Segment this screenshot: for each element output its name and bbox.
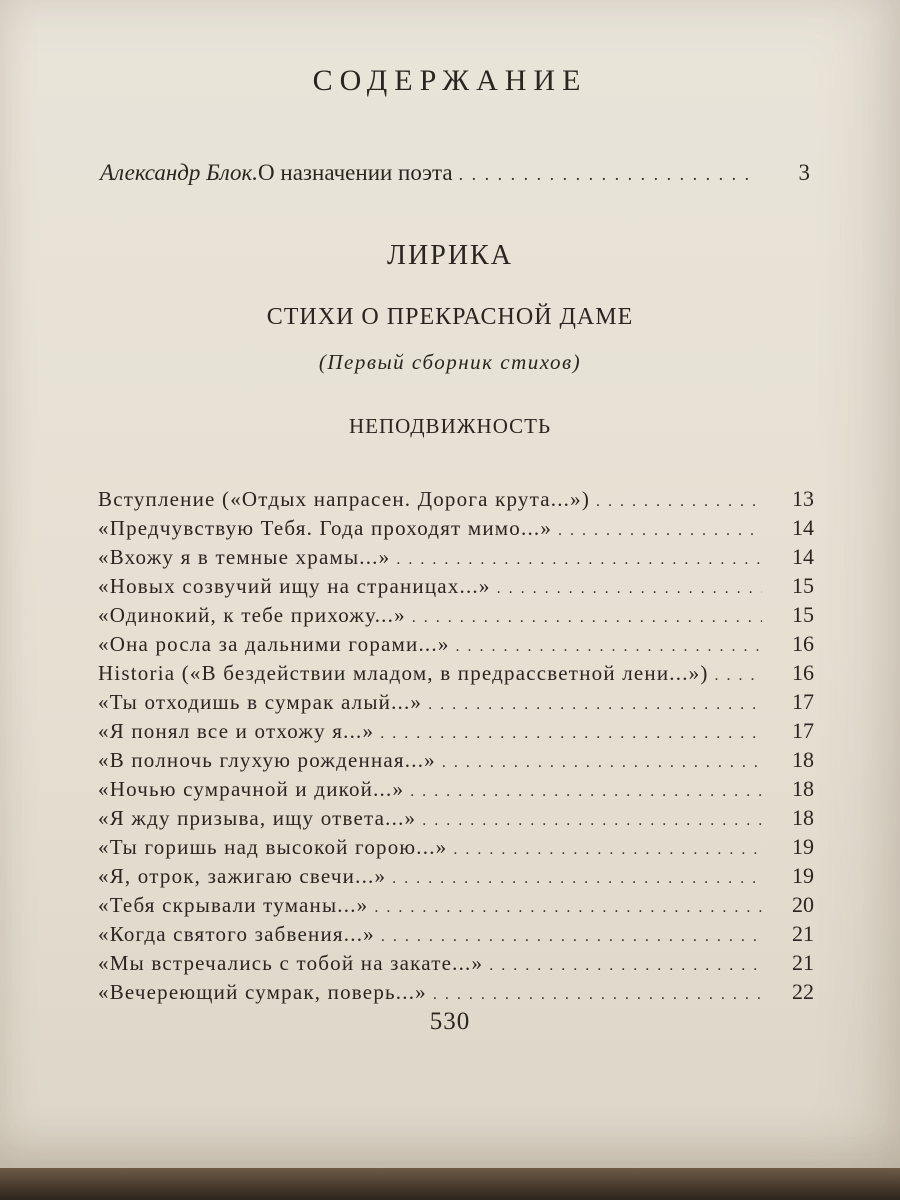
toc-entry-page: 16 (792, 660, 814, 685)
toc-entry-page: 18 (792, 747, 814, 772)
toc-entry-page: 20 (792, 892, 814, 917)
toc-entry-title: «Ты отходишь в сумрак алый...» (98, 690, 423, 714)
toc-entry-page: 15 (792, 602, 814, 627)
intro-entry (100, 160, 810, 196)
toc-entry (98, 892, 814, 921)
subsection-title: СТИХИ О ПРЕКРАСНОЙ ДАМЕ (266, 304, 634, 330)
toc-list (98, 486, 814, 1008)
toc-entry-title: «Мы встречались с тобой на закате...» (98, 951, 484, 975)
toc-entry-title: «Я жду призыва, ищу ответа...» (98, 806, 417, 830)
toc-entry (98, 834, 814, 863)
intro-title: О назначении поэта (258, 160, 453, 185)
toc-entry (98, 544, 814, 573)
toc-entry-page: 19 (792, 834, 814, 859)
toc-entry-title: Historia («В бездействии младом, в предрассветной лени...») (98, 661, 709, 685)
toc-entry (98, 660, 814, 689)
toc-entry-page: 17 (792, 718, 814, 743)
toc-entry (98, 689, 814, 718)
dot-leader (410, 783, 762, 801)
dot-leader (396, 551, 762, 569)
dot-leader (412, 609, 762, 627)
toc-entry-page: 21 (792, 950, 814, 975)
toc-entry-page: 22 (792, 979, 814, 1004)
cycle-title: НЕПОДВИЖНОСТЬ (348, 414, 552, 438)
intro-author: Александр Блок. (100, 160, 259, 185)
toc-entry-page: 21 (792, 921, 814, 946)
subsection-note: (Первый сборник стихов) (318, 350, 582, 374)
dot-leader (497, 580, 762, 598)
toc-entry-title: «Она росла за дальними горами...» (98, 632, 450, 656)
toc-entry-page: 18 (792, 776, 814, 801)
toc-entry-title: «Вечереющий сумрак, поверь...» (98, 980, 427, 1004)
page-number: 530 (429, 1008, 471, 1035)
toc-entry-title: «Вхожу я в темные храмы...» (98, 545, 391, 569)
dot-leader (596, 493, 762, 511)
toc-entry (98, 573, 814, 602)
dot-leader (442, 754, 762, 772)
toc-entry-title: «Предчувствую Тебя. Года проходят мимо...» (98, 516, 553, 540)
dot-leader (381, 928, 762, 946)
toc-entry-page: 16 (792, 631, 814, 656)
toc-entry-page: 14 (792, 544, 814, 569)
toc-entry (98, 950, 814, 979)
toc-entry-title: «Тебя скрывали туманы...» (98, 893, 369, 917)
dot-leader (422, 812, 762, 830)
toc-entry-page: 13 (792, 486, 814, 511)
dot-leader (558, 522, 762, 540)
toc-entry (98, 776, 814, 805)
dot-leader (392, 870, 762, 888)
toc-entry (98, 486, 814, 515)
toc-entry-title: «Я, отрок, зажигаю свечи...» (98, 864, 387, 888)
toc-entry-page: 19 (792, 863, 814, 888)
section-title: ЛИРИКА (387, 240, 513, 271)
toc-entry-title: «В полночь глухую рожденная...» (98, 748, 436, 772)
dot-leader (428, 696, 762, 714)
toc-entry (98, 747, 814, 776)
toc-entry-page: 14 (792, 515, 814, 540)
toc-entry (98, 863, 814, 892)
toc-entry-title: «Новых созвучий ищу на страницах...» (98, 574, 491, 598)
toc-entry-title: «Ты горишь над высокой горою...» (98, 835, 448, 859)
toc-entry (98, 979, 814, 1008)
toc-entry (98, 805, 814, 834)
dot-leader (489, 957, 762, 975)
dot-leader (715, 667, 762, 685)
page-bottom-edge (0, 1168, 900, 1200)
toc-entry (98, 631, 814, 660)
dot-leader (433, 986, 762, 1004)
toc-entry-title: «Когда святого забвения...» (98, 922, 375, 946)
toc-entry-title: «Ночью сумрачной и дикой...» (98, 777, 405, 801)
dot-leader (453, 841, 762, 859)
toc-entry (98, 602, 814, 631)
toc-entry (98, 515, 814, 544)
dot-leader (459, 164, 758, 185)
toc-entry-title: Вступление («Отдых напрасен. Дорога крута...») (98, 487, 591, 511)
intro-page-number: 3 (798, 160, 810, 185)
page-title: СОДЕРЖАНИЕ (312, 64, 588, 97)
dot-leader (456, 638, 762, 656)
toc-entry (98, 718, 814, 747)
toc-entry-page: 18 (792, 805, 814, 830)
toc-entry-page: 17 (792, 689, 814, 714)
toc-entry-page: 15 (792, 573, 814, 598)
dot-leader (380, 725, 762, 743)
toc-entry (98, 921, 814, 950)
toc-entry-title: «Я понял все и отхожу я...» (98, 719, 375, 743)
toc-entry-title: «Одинокий, к тебе прихожу...» (98, 603, 406, 627)
dot-leader (374, 899, 762, 917)
